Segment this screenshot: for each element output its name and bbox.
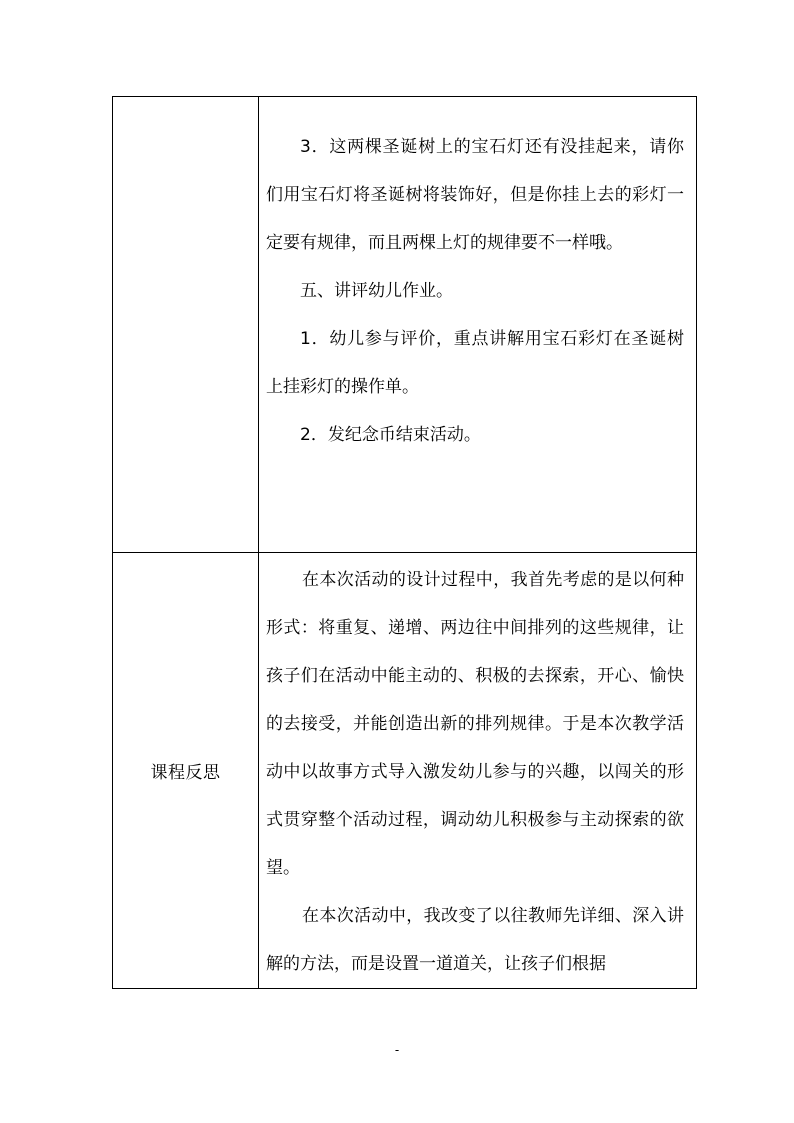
content-paragraph: 3．这两棵圣诞树上的宝石灯还有没挂起来，请你们用宝石灯将圣诞树将装饰好，但是你挂上去的彩灯一定要有规律，而且两棵上灯的规律要不一样哦。 bbox=[266, 137, 684, 253]
row-content-cell bbox=[259, 97, 697, 553]
content-paragraph: 在本次活动的设计过程中，我首先考虑的是以何种形式：将重复、递增、两边往中间排列的这些规律，让孩子们在活动中能主动的、积极的去探索，开心、愉快的去接受，并能创造出新的排列规律。于是本次教学活动中以故事方式导入激发幼儿参与的兴趣，以闯关的形式贯穿整个活动过程，调动幼儿积极参与主动探索的欲望。 bbox=[266, 570, 684, 878]
content-paragraph: 在本次活动中，我改变了以往教师先详细、深入讲解的方法，而是设置一道道关，让孩子们根据 bbox=[266, 906, 684, 974]
table-row bbox=[113, 97, 697, 553]
row-label-cell bbox=[113, 97, 259, 553]
lesson-plan-table bbox=[112, 96, 697, 989]
row-label-cell bbox=[113, 553, 259, 989]
row-content bbox=[259, 97, 696, 459]
row-content bbox=[259, 553, 696, 988]
content-paragraph: 五、讲评幼儿作业。 bbox=[300, 281, 453, 301]
row-content-cell bbox=[259, 553, 697, 989]
table-row bbox=[113, 553, 697, 989]
content-paragraph: 2．发纪念币结束活动。 bbox=[300, 425, 481, 445]
content-paragraph: 1．幼儿参与评价，重点讲解用宝石彩灯在圣诞树上挂彩灯的操作单。 bbox=[266, 329, 684, 397]
page-footer-mark: - bbox=[394, 1043, 400, 1057]
course-reflection-label: 课程反思 bbox=[150, 763, 221, 783]
